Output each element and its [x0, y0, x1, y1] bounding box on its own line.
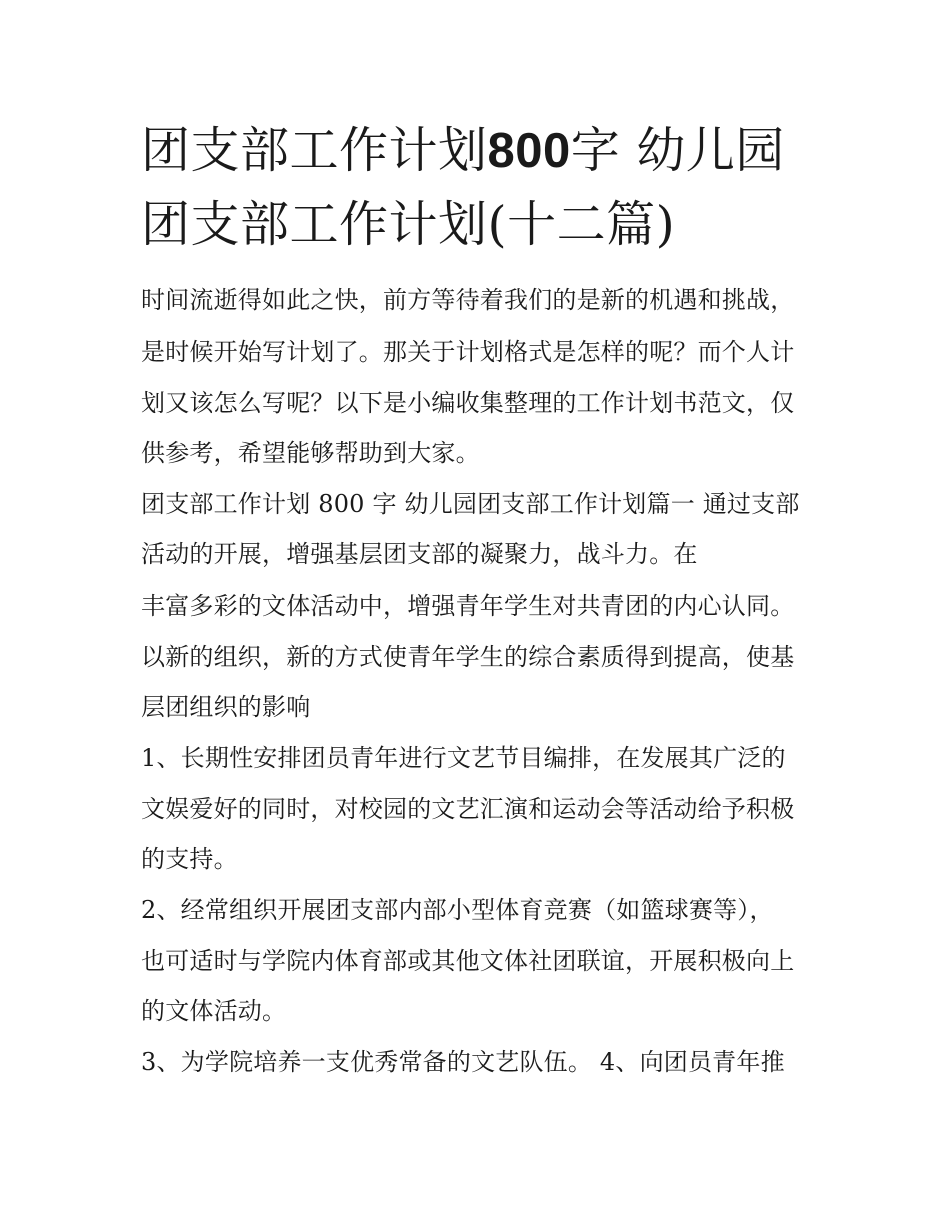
body-line: 团支部工作计划 800 字 幼儿园团支部工作计划篇一 通过支部	[141, 490, 800, 518]
body-line: 是时候开始写计划了。那关于计划格式是怎样的呢？而个人计	[141, 338, 795, 366]
title-line-1-rest: 字 幼儿园	[570, 122, 785, 179]
body-line: 层团组织的影响	[141, 693, 311, 721]
list-item-2-line: 的文体活动。	[141, 997, 287, 1025]
body-line: 划又该怎么写呢？以下是小编收集整理的工作计划书范文，仅	[141, 389, 795, 417]
list-item-1-line: 1、长期性安排团员青年进行文艺节目编排，在发展其广泛的	[141, 744, 786, 772]
body-line: 活动的开展，增强基层团支部的凝聚力，战斗力。在	[141, 540, 698, 568]
list-item-2-line: 2、经常组织开展团支部内部小型体育竞赛（如篮球赛等），	[141, 896, 774, 924]
list-item-1-line: 文娱爱好的同时，对校园的文艺汇演和运动会等活动给予积极	[141, 795, 795, 823]
title-line-1: 团支部工作计划	[141, 122, 488, 179]
title-line-2: 团支部工作计划(十二篇)	[141, 196, 676, 253]
body-line: 供参考，希望能够帮助到大家。	[141, 439, 480, 467]
title-number: 800	[487, 124, 571, 178]
list-item-1-line: 的支持。	[141, 845, 238, 873]
body-line: 丰富多彩的文体活动中，增强青年学生对共青团的内心认同。	[141, 592, 795, 620]
document-title	[141, 114, 821, 261]
body-line: 以新的组织，新的方式使青年学生的综合素质得到提高，使基	[141, 643, 795, 671]
list-item-2-line: 也可适时与学院内体育部或其他文体社团联谊，开展积极向上	[141, 947, 795, 975]
list-item-3-line: 3、为学院培养一支优秀常备的文艺队伍。 4、向团员青年推	[141, 1048, 785, 1076]
body-line: 时间流逝得如此之快，前方等待着我们的是新的机遇和挑战，	[141, 286, 795, 314]
